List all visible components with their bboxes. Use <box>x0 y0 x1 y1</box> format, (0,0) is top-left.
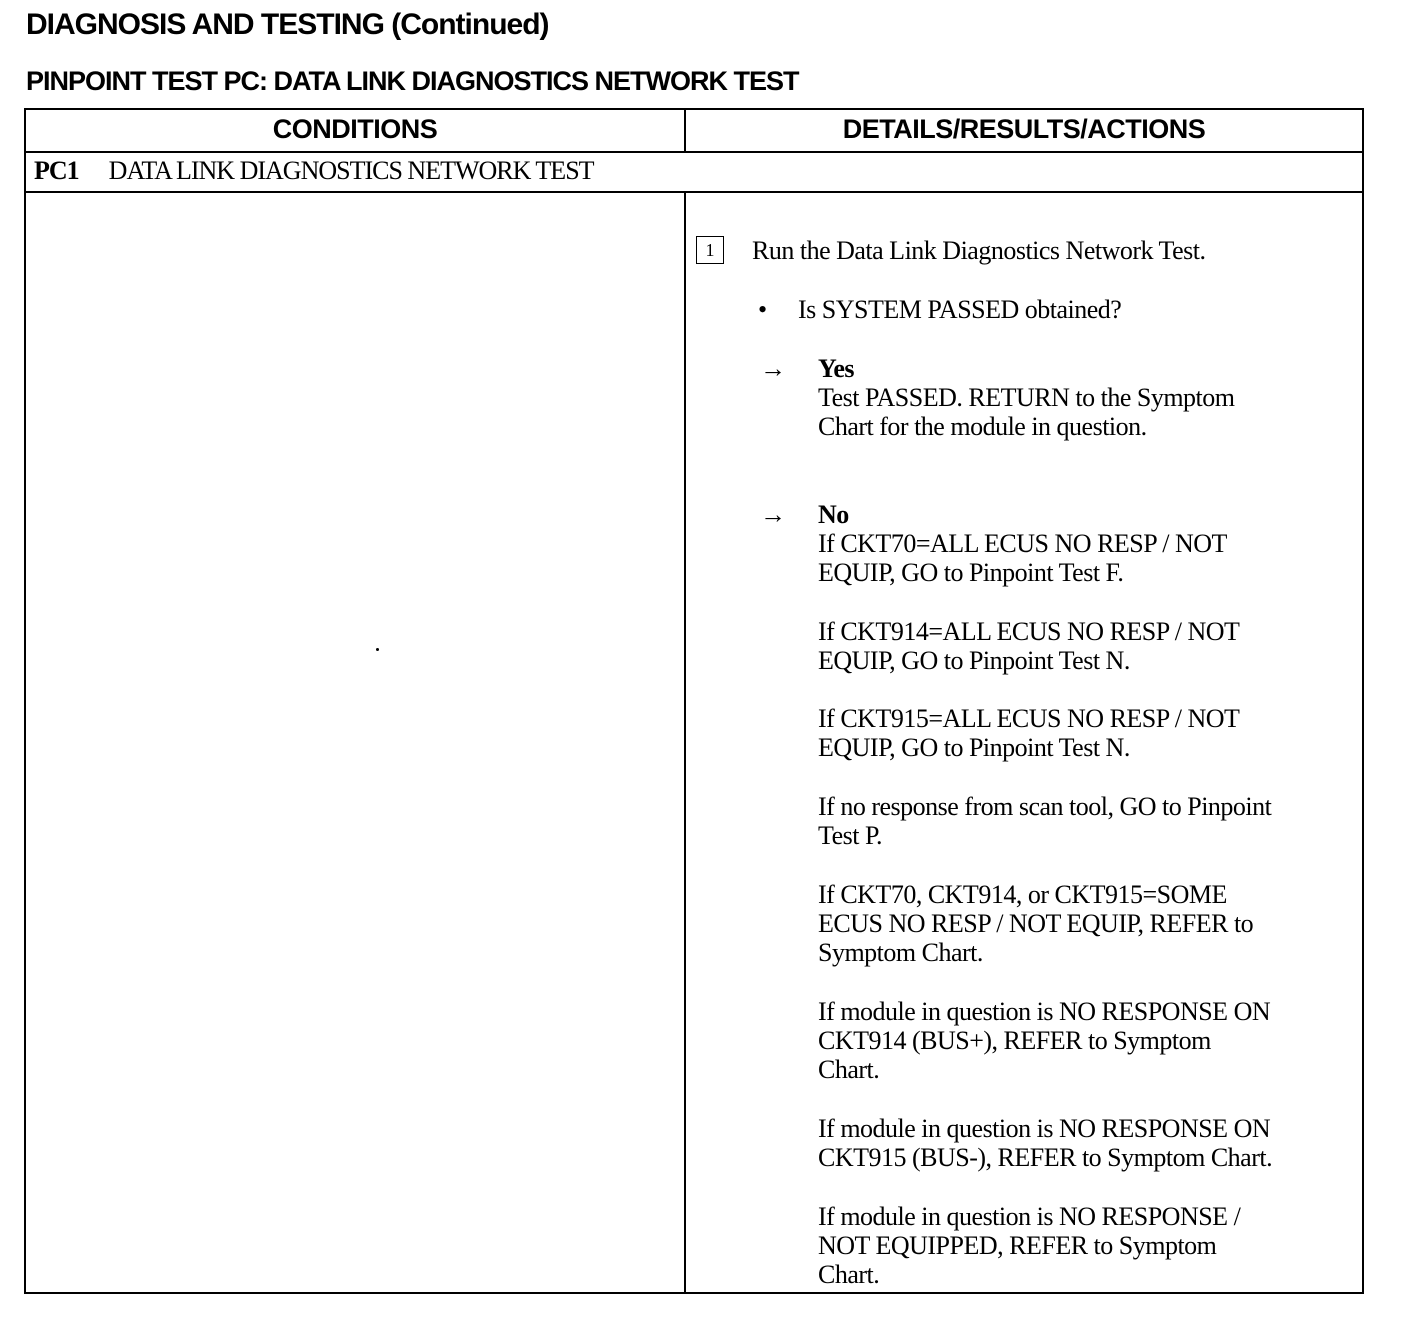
step-code: PC1 <box>34 156 79 185</box>
no-result-line: EQUIP, GO to Pinpoint Test N. <box>818 733 1130 762</box>
bullet-icon: • <box>758 295 767 324</box>
no-result-line: Chart. <box>818 1055 880 1084</box>
no-result-line: ECUS NO RESP / NOT EQUIP, REFER to <box>818 909 1254 938</box>
no-result-line: If CKT914=ALL ECUS NO RESP / NOT <box>818 617 1240 646</box>
no-result-line: Test P. <box>818 821 883 850</box>
no-result-line: NOT EQUIPPED, REFER to Symptom <box>818 1231 1217 1260</box>
test-title: PINPOINT TEST PC: DATA LINK DIAGNOSTICS NETWORK TEST <box>26 66 799 96</box>
scan-speck <box>376 648 379 651</box>
no-result-line: If module in question is NO RESPONSE ON <box>818 1114 1271 1143</box>
no-result-line: EQUIP, GO to Pinpoint Test F. <box>818 558 1124 587</box>
no-result-line: If module in question is NO RESPONSE / <box>818 1202 1241 1231</box>
no-result-line: If no response from scan tool, GO to Pinpoint <box>818 792 1272 821</box>
no-result-line: If CKT70, CKT914, or CKT915=SOME <box>818 880 1227 909</box>
no-result-line: Chart. <box>818 1260 880 1289</box>
section-title: DIAGNOSIS AND TESTING (Continued) <box>26 8 549 41</box>
header-divider <box>26 151 1362 153</box>
step-row-divider <box>26 191 1362 193</box>
no-label: No <box>818 500 849 529</box>
yes-result-line: Test PASSED. RETURN to the Symptom <box>818 383 1235 412</box>
yes-arrow-icon: → <box>760 354 786 383</box>
no-result-line: EQUIP, GO to Pinpoint Test N. <box>818 646 1130 675</box>
step-question: Is SYSTEM PASSED obtained? <box>798 295 1122 324</box>
no-result-line: CKT914 (BUS+), REFER to Symptom <box>818 1026 1211 1055</box>
no-result-line: Symptom Chart. <box>818 938 983 967</box>
no-result-line: If CKT915=ALL ECUS NO RESP / NOT <box>818 704 1240 733</box>
no-result-line: If CKT70=ALL ECUS NO RESP / NOT <box>818 529 1227 558</box>
yes-label: Yes <box>818 354 855 383</box>
yes-result-line: Chart for the module in question. <box>818 412 1147 441</box>
step-number-box: 1 <box>696 236 724 264</box>
pinpoint-test-table <box>24 108 1364 1294</box>
step-row <box>34 156 594 186</box>
body-column-divider <box>684 191 686 1292</box>
conditions-header: CONDITIONS <box>272 114 438 144</box>
step-instruction: Run the Data Link Diagnostics Network Test. <box>752 236 1206 265</box>
no-result-line: CKT915 (BUS-), REFER to Symptom Chart. <box>818 1143 1273 1172</box>
no-arrow-icon: → <box>760 500 786 529</box>
no-result-line: If module in question is NO RESPONSE ON <box>818 997 1271 1026</box>
details-header: DETAILS/RESULTS/ACTIONS <box>842 114 1206 144</box>
step-title: DATA LINK DIAGNOSTICS NETWORK TEST <box>108 156 594 185</box>
